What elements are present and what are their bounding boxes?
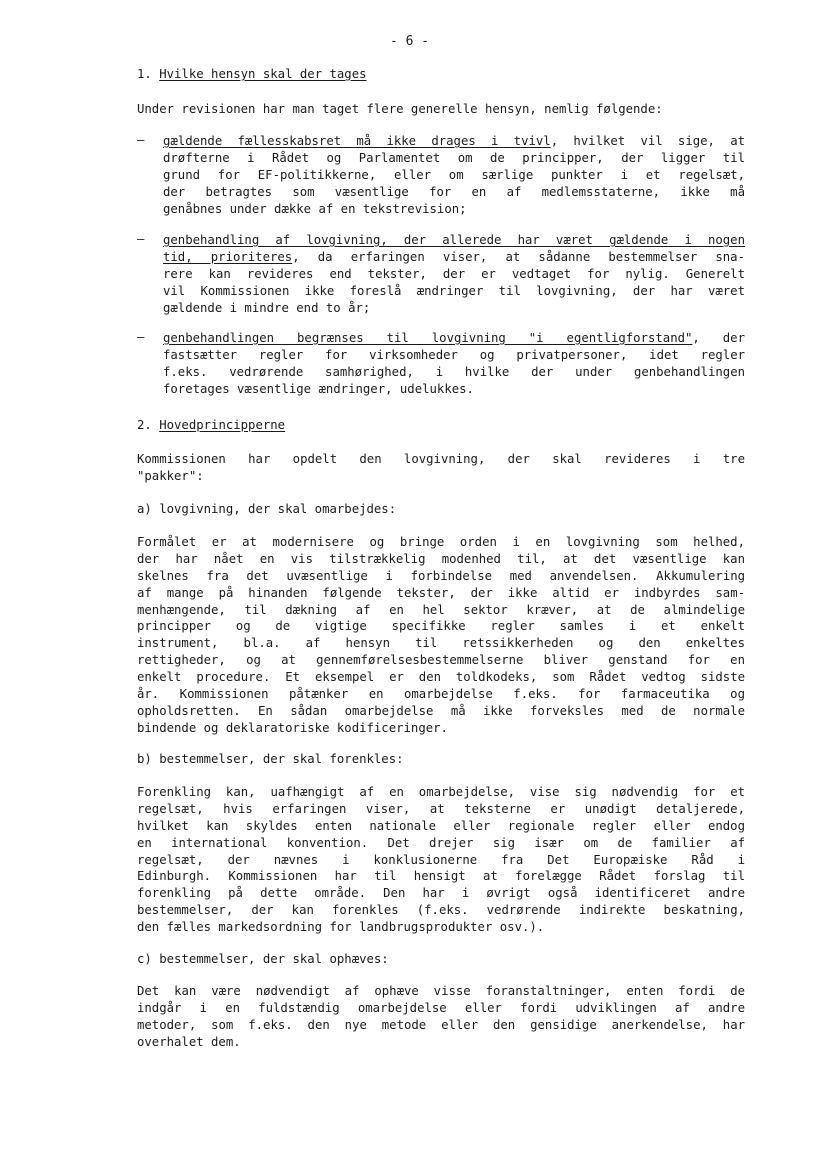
bullet-item-1: – gældende fællesskabsret må ikke drages i tvivl, hvilket vil sige, at drøfterne i Rådet og Parlamentet om de principper, der ligger til grund for EF-politikkerne, eller om særlige punkter i et regelsæt, der betragtes som væsentlige for en af medlemsstaterne, ikke må genåbnes under dække af en tekstrevision;: [137, 133, 746, 216]
paragraph-line: af mange på hinanden følgende tekster, der ikke altid er indbyrdes sam-: [137, 585, 745, 600]
section-2-intro: Kommissionen har opdelt den lovgivning, der skal revideres i tre "pakker":: [137, 452, 745, 483]
paragraph-line: regelsæt, der nævnes i konklusionerne fra Det Europæiske Råd i: [137, 852, 745, 867]
paragraph-line: bindende og deklaratoriske kodificeringer.: [137, 720, 448, 735]
section-1-title: Hvilke hensyn skal der tages: [159, 67, 367, 81]
section-2-title: Hovedprincipperne: [159, 418, 286, 432]
paragraph-line: menhængende, til dækning af en hel sektor kræver, at de almindelige: [137, 602, 745, 617]
paragraph-line: principper og de vigtige specifikke regler samles i et enkelt: [137, 619, 745, 634]
paragraph-line: hvilket kan skyldes enten nationale eller regionale regler eller endog: [137, 818, 745, 833]
paragraph-line: skelnes fra det uvæsentlige i forbindelse med anvendelsen. Akkumulering: [137, 568, 745, 583]
paragraph-line: overhalet dem.: [137, 1034, 241, 1049]
paragraph-line: instrument, bl.a. af hensyn til retssikkerheden og den enkeltes: [137, 636, 745, 651]
paragraph-line: metoder, som f.eks. den nye metode eller den gensidige anerkendelse, har: [137, 1017, 745, 1032]
paragraph-line: regelsæt, hvis erfaringen viser, at teksterne er unødigt detaljerede,: [137, 801, 745, 816]
bullet-item-2: – genbehandling af lovgivning, der allerede har været gældende i nogen tid, prioriteres, da erfaringen viser, at sådanne bestemmelser sna- rere kan revideres end tekster, der er vedtaget for nylig. Generelt vil Kommissionen ikke foreslå ændringer til lovgivning, der har været gældende i mindre end to år;: [137, 232, 745, 315]
paragraph-line: forenkling på dette område. Den har i øvrigt også identificeret andre: [137, 886, 745, 901]
bullet-dash-icon: –: [137, 133, 145, 147]
subsection-b-body: [137, 784, 745, 936]
subsection-c-heading: c) bestemmelser, der skal ophæves:: [137, 952, 389, 966]
subsection-a-body: [137, 534, 745, 737]
bullet-dash-icon: –: [137, 330, 145, 344]
paragraph-line: Det kan være nødvendigt af ophæve visse foranstaltninger, enten fordi de: [137, 984, 745, 998]
paragraph-line: indgår i en fuldstændig omarbejdelse eller fordi udviklingen af andre: [137, 1000, 745, 1015]
bullet-dash-icon: –: [137, 232, 145, 246]
section-1-intro: Under revisionen har man taget flere generelle hensyn, nemlig følgende:: [137, 102, 663, 116]
paragraph-line: den fælles markedsordning for landbrugsprodukter osv.).: [137, 920, 545, 935]
subsection-c-body: [137, 983, 745, 1051]
paragraph-line: bestemmelser, der kan forenkles (f.eks. vedrørende indirekte beskatning,: [137, 903, 745, 918]
bullet-item-3: – genbehandlingen begrænses til lovgivning "i egentligforstand", der fastsætter regler for virksomheder og privatpersoner, idet regler f.eks. vedrørende samhørighed, i hvilke der under genbehandlingen foretages væsentlige ændringer, udelukkes.: [137, 330, 745, 396]
paragraph-line: år. Kommissionen påtænker en omarbejdelse f.eks. for farmaceutika og: [137, 687, 745, 702]
section-2-heading: 2. Hovedprincipperne: [137, 418, 286, 432]
page-number: - 6 -: [390, 34, 430, 49]
paragraph-line: Forenkling kan, uafhængigt af en omarbejdelse, vise sig nødvendig for et: [137, 785, 745, 799]
paragraph-line: en international konvention. Det drejer sig især om de familier af: [137, 835, 745, 850]
subsection-a-heading: a) lovgivning, der skal omarbejdes:: [137, 502, 397, 516]
paragraph-line: rettigheder, og at gennemførelsesbestemmelserne bliver genstand for en: [137, 653, 745, 668]
paragraph-line: Edinburgh. Kommissionen har til hensigt at forelægge Rådet forslag til: [137, 869, 745, 884]
paragraph-line: Formålet er at modernisere og bringe orden i en lovgivning som helhed,: [137, 535, 745, 549]
paragraph-line: opholdsretten. En sådan omarbejdelse må ikke forveksles med de normale: [137, 703, 745, 718]
paragraph-line: enkelt procedure. Et eksempel er den toldkodeks, som Rådet vedtog sidste: [137, 670, 745, 685]
section-1-heading: 1. Hvilke hensyn skal der tages: [137, 67, 367, 81]
paragraph-line: der har nået en vis tilstrækkelig modenhed til, at det væsentlige kan: [137, 551, 745, 566]
subsection-b-heading: b) bestemmelser, der skal forenkles:: [137, 752, 404, 766]
